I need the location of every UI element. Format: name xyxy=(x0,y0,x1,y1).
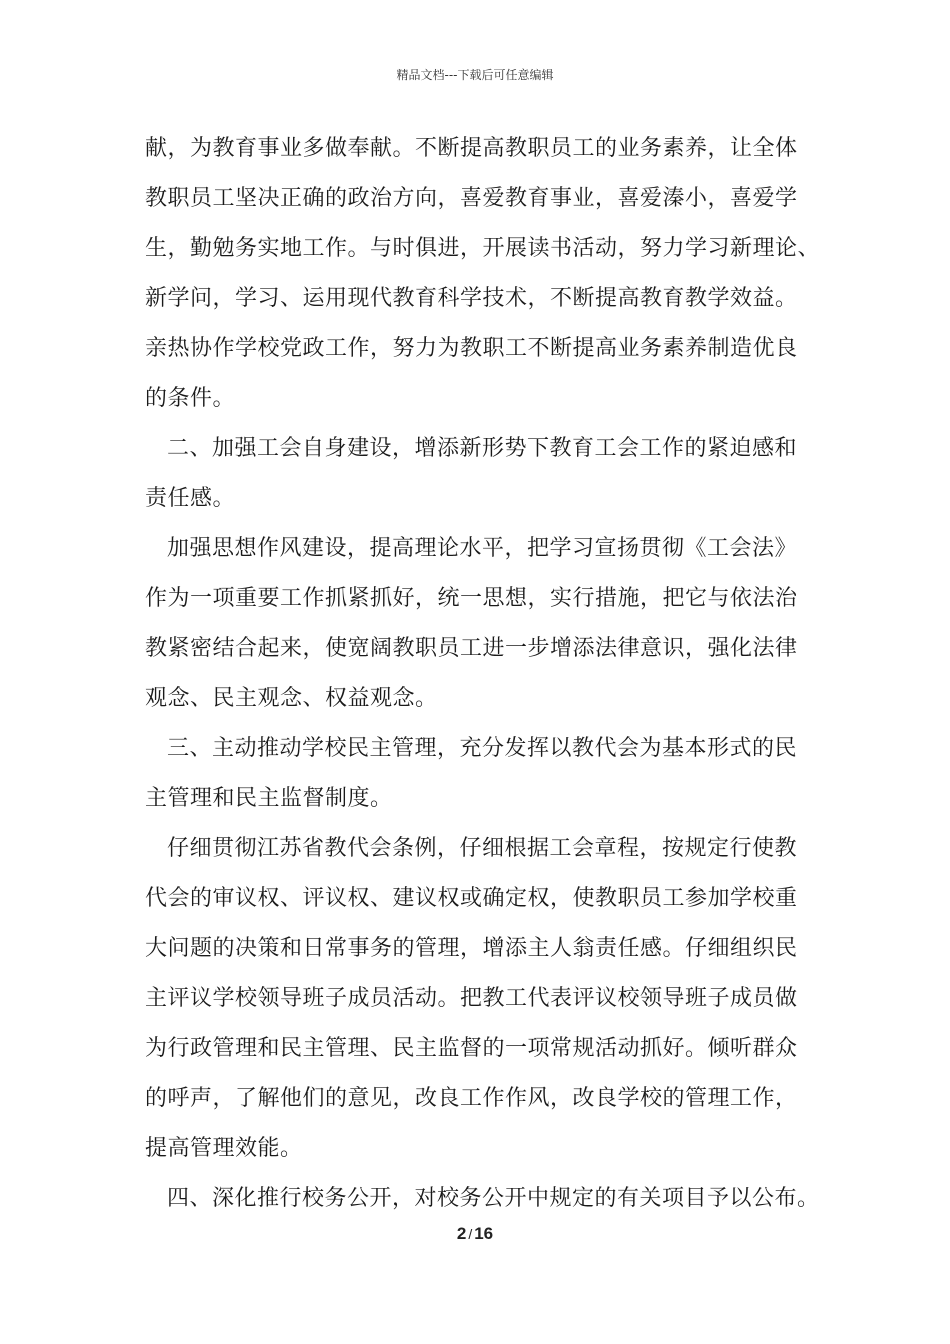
text-line: 献，为教育事业多做奉献。不断提高教职员工的业务素养，让全体 xyxy=(145,136,798,161)
page-header: 精品文档---下载后可任意编辑 xyxy=(396,68,554,82)
section-heading-line: 主管理和民主监督制度。 xyxy=(145,786,393,811)
section-heading-line: 二、加强工会自身建设，增添新形势下教育工会工作的紧迫感和 xyxy=(167,436,798,461)
text-line: 生，勤勉务实地工作。与时俱进，开展读书活动，努力学习新理论、 xyxy=(145,236,821,261)
section-heading-line: 责任感。 xyxy=(145,486,236,511)
text-line: 仔细贯彻江苏省教代会条例，仔细根据工会章程，按规定行使教 xyxy=(167,836,798,861)
text-line: 教职员工坚决正确的政治方向，喜爱教育事业，喜爱溱小，喜爱学 xyxy=(145,186,798,211)
document-body xyxy=(145,124,835,1224)
text-line: 为行政管理和民主管理、民主监督的一项常规活动抓好。倾听群众 xyxy=(145,1036,798,1061)
text-line: 作为一项重要工作抓紧抓好，统一思想，实行措施，把它与依法治 xyxy=(145,586,798,611)
text-line: 的呼声，了解他们的意见，改良工作作风，改良学校的管理工作， xyxy=(145,1086,798,1111)
current-page: 2 xyxy=(456,1224,467,1243)
text-line: 大问题的决策和日常事务的管理，增添主人翁责任感。仔细组织民 xyxy=(145,936,798,961)
text-line: 主评议学校领导班子成员活动。把教工代表评议校领导班子成员做 xyxy=(145,986,798,1011)
text-line: 新学问，学习、运用现代教育科学技术，不断提高教育教学效益。 xyxy=(145,286,798,311)
section-heading-line: 四、深化推行校务公开，对校务公开中规定的有关项目予以公布。 xyxy=(167,1186,820,1211)
text-line: 的条件。 xyxy=(145,386,236,411)
text-line: 代会的审议权、评议权、建议权或确定权，使教职员工参加学校重 xyxy=(145,886,798,911)
text-line: 加强思想作风建设，提高理论水平，把学习宣扬贯彻《工会法》 xyxy=(167,536,798,561)
section-heading-line: 三、主动推动学校民主管理，充分发挥以教代会为基本形式的民 xyxy=(167,736,798,761)
text-line: 亲热协作学校党政工作，努力为教职工不断提高业务素养制造优良 xyxy=(145,336,798,361)
text-line: 提高管理效能。 xyxy=(145,1136,303,1161)
text-line: 教紧密结合起来，使宽阔教职员工进一步增添法律意识，强化法律 xyxy=(145,636,798,661)
total-pages: 16 xyxy=(474,1224,494,1243)
page-number xyxy=(0,1224,950,1244)
text-line: 观念、民主观念、权益观念。 xyxy=(145,686,438,711)
page-separator: / xyxy=(468,1226,473,1242)
